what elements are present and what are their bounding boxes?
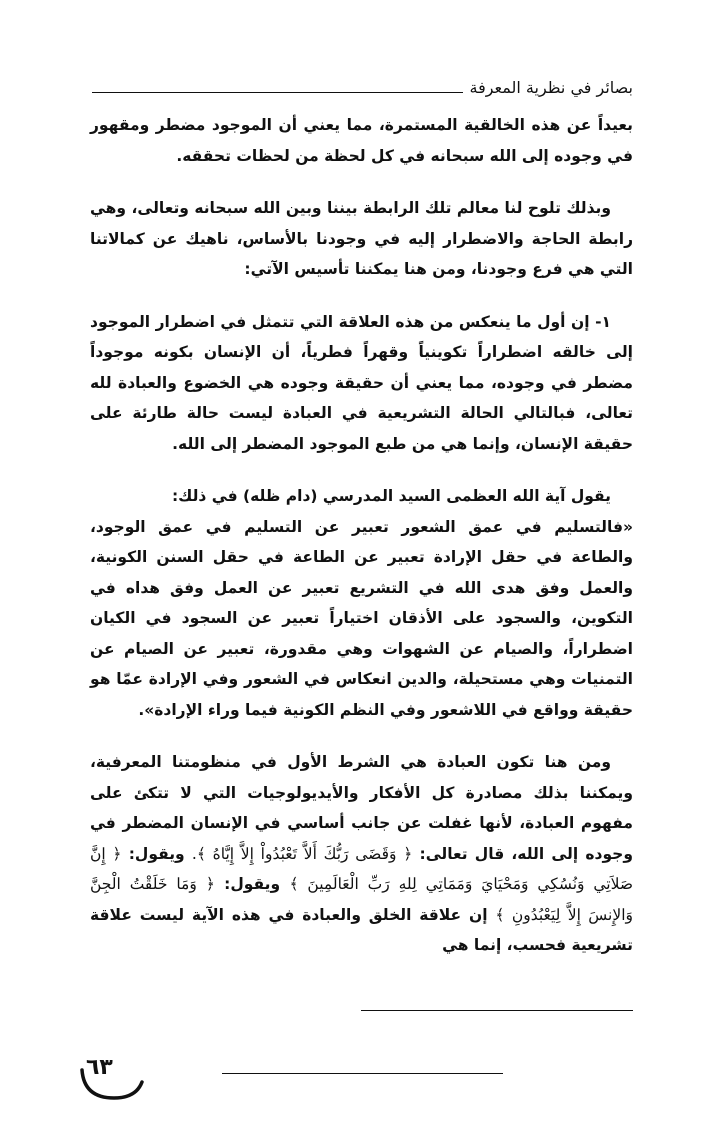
paragraph-gap (90, 171, 633, 193)
says-label-2: ويقول: (224, 875, 281, 893)
paragraph-gap (90, 725, 633, 747)
quote-intro: يقول آية الله العظمى السيد المدرسي (دام ظله) في ذلك: (171, 487, 611, 505)
page-number-ornament (78, 1052, 148, 1104)
text-end-rule (361, 1010, 633, 1011)
quran-verse-1: ﴿ وَقَضَى رَبُّكَ أَلاَّ تَعْبُدُواْ إِلاَّ إِيَّاهُ ﴾. (191, 844, 413, 863)
quote-text: «فالتسليم في عمق الشعور تعبير عن التسليم في عمق الوجود، والطاعة في حقل الإرادة تعبير عن الطاعة في حقل السنن الكونية، والعمل وفق هدى الله في التشريع تعبير عن العمل وفق هداه في التكوين، والسجود على الأذقان اختياراً تعبير عن السجود في الكيان اضطراراً، والصيام عن الشهوات وهي مقدورة، تعبير عن الصيام عن التمنيات وهي مستحيلة، والدين انعكاس في الشعور وفي الإرادة عمّا هو حقيقة وواقع في اللاشعور وفي النظم الكونية فيما وراء الإرادة». (90, 517, 633, 719)
paragraph-1: بعيداً عن هذه الخالقية المستمرة، مما يعني أن الموجود مضطر ومقهور في وجوده إلى الله سبحانه في كل لحظة من لحظات تحققه. (90, 116, 633, 165)
paragraph-gap (90, 459, 633, 481)
header-title: بصائر في نظرية المعرفة (469, 78, 633, 97)
quran-verse-3: ﴿ وَمَا خَلَقْتُ الْجِنَّ وَالإِنسَ إِلاَّ لِيَعْبُدُونِ ﴾ (90, 875, 633, 924)
paragraph-2: وبذلك تلوح لنا معالم تلك الرابطة بيننا وبين الله سبحانه وتعالى، وهي رابطة الحاجة والاضطرار إليه في وجودنا بالأساس، ناهيك عن كمالاتنا التي هي فرع وجودنا، ومن هنا يمكننا تأسيس الآتي: (90, 199, 633, 278)
paragraph-gap (90, 285, 633, 307)
paragraph-5-text: ومن هنا تكون العبادة هي الشرط الأول في منظومتنا المعرفية، ويمكننا بذلك مصادرة كل الأفكار والأيديولوجيات التي لا تتكئ على مفهوم العبادة، لأنها غفلت عن جانب أساسي في الإنسان المضطر في وجوده إلى الله، قال تعالى: (90, 753, 633, 863)
says-label-1: ويقول: (128, 844, 185, 863)
footer-rule (222, 1073, 503, 1074)
header-rule (92, 92, 463, 93)
paragraph-3: ١- إن أول ما ينعكس من هذه العلاقة التي تتمثل في اضطرار الموجود إلى خالقه اضطراراً تكوينياً وقهراً فطرياً، أن الإنسان بكونه موجوداً مضطر في وجوده، مما يعني أن حقيقة وجوده هي الخضوع والعبادة لله تعالى، فبالتالي الحالة التشريعية في العبادة ليست حالة طارئة على حقيقة الإنسان، وإنما هي من طبع الموجود المضطر إلى الله. (90, 312, 633, 453)
page-number: ٦٣ (86, 1055, 113, 1080)
page-body (90, 110, 633, 961)
paragraph-5-continuation: إن علاقة الخلق والعبادة في هذه الآية ليست علاقة تشريعية فحسب، إنما هي (90, 905, 633, 954)
quran-verse-2: ﴿ إِنَّ صَلاَتِي وَنُسُكِي وَمَحْيَايَ وَمَمَاتِي لِلهِ رَبِّ الْعَالَمِينَ ﴾ (90, 844, 634, 893)
paragraph-5 (90, 747, 633, 961)
running-header (92, 68, 633, 98)
